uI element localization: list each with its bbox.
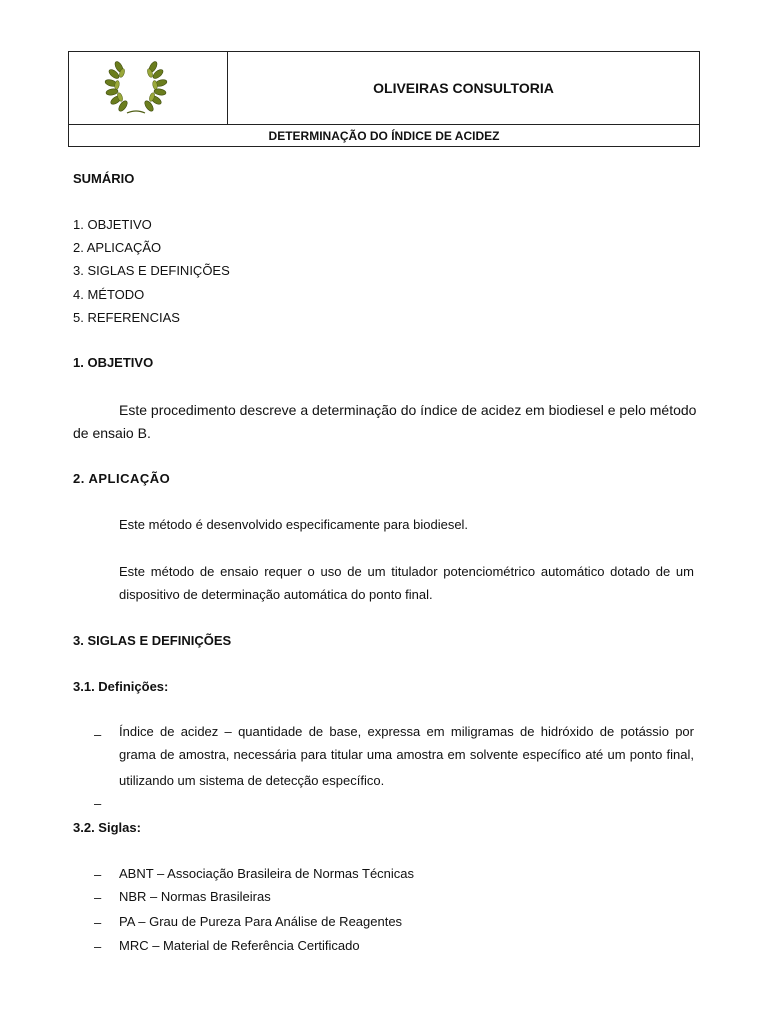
list-dash: – xyxy=(94,915,102,930)
sigla-item: NBR – Normas Brasileiras xyxy=(119,889,271,904)
siglas-heading: 3.2. Siglas: xyxy=(73,820,141,835)
section-2-paragraph-2-line-1: Este método de ensaio requer o uso de um titulador potenciométrico automático dotado de um xyxy=(119,564,694,579)
section-2-paragraph-1: Este método é desenvolvido especificamente para biodiesel. xyxy=(119,517,469,532)
section-1-text-line-2: de ensaio B. xyxy=(73,425,151,441)
section-1-heading: 1. OBJETIVO xyxy=(73,355,154,370)
definition-line-3: utilizando um sistema de detecção específico. xyxy=(119,773,385,788)
section-3-heading: 3. SIGLAS E DEFINIÇÕES xyxy=(73,633,232,648)
definition-line-2: grama de amostra, necessária para titular uma amostra em solvente específico até um ponto final, xyxy=(119,747,694,762)
section-2-heading: 2. APLICAÇÃO xyxy=(73,471,171,486)
summary-item: 1. OBJETIVO xyxy=(73,217,152,232)
company-name: OLIVEIRAS CONSULTORIA xyxy=(373,80,554,96)
document-header xyxy=(68,51,700,147)
sigla-item: MRC – Material de Referência Certificado xyxy=(119,938,360,953)
logo-cell xyxy=(69,52,228,124)
definition-line-1: Índice de acidez – quantidade de base, expressa em miligramas de hidróxido de potássio por xyxy=(119,724,694,739)
summary-item: 2. APLICAÇÃO xyxy=(73,240,162,255)
sigla-item: ABNT – Associação Brasileira de Normas Técnicas xyxy=(119,866,415,881)
definitions-heading: 3.1. Definições: xyxy=(73,679,169,694)
list-dash: – xyxy=(94,727,102,742)
list-dash: – xyxy=(94,939,102,954)
section-1-text-line-1: Este procedimento descreve a determinação do índice de acidez em biodiesel e pelo método xyxy=(119,402,697,418)
sigla-item: PA – Grau de Pureza Para Análise de Reagentes xyxy=(119,914,403,929)
list-dash: – xyxy=(94,890,102,905)
list-dash: – xyxy=(94,867,102,882)
olive-wreath-logo xyxy=(103,55,169,119)
summary-item: 5. REFERENCIAS xyxy=(73,310,180,325)
document-title: DETERMINAÇÃO DO ÍNDICE DE ACIDEZ xyxy=(69,124,699,146)
list-dash: – xyxy=(94,796,102,811)
section-2-paragraph-2-line-2: dispositivo de determinação automática do ponto final. xyxy=(119,587,433,602)
summary-heading: SUMÁRIO xyxy=(73,171,135,186)
summary-item: 4. MÉTODO xyxy=(73,287,145,302)
summary-item: 3. SIGLAS E DEFINIÇÕES xyxy=(73,263,230,278)
